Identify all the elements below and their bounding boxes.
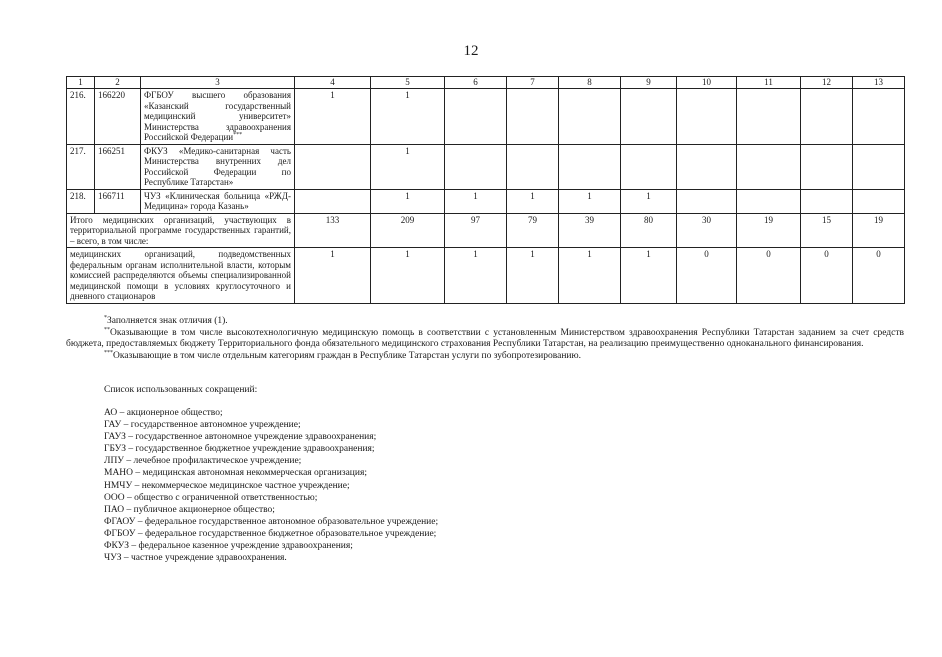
table-cell: 209 [371, 213, 445, 248]
table-cell [853, 144, 905, 189]
table-cell: 0 [853, 248, 905, 304]
column-header-row [67, 77, 905, 89]
table-cell: 1 [295, 89, 371, 145]
table-cell [677, 189, 737, 213]
table-cell: 0 [801, 248, 853, 304]
column-header: 1 [67, 77, 95, 89]
subtotal-row [67, 248, 905, 304]
table-cell: 15 [801, 213, 853, 248]
organization-name: ФКУЗ «Медико-санитарная часть Министерства внутренних дел Российской Федерации по Республике Татарстан» [141, 144, 295, 189]
organization-name: ЧУЗ «Клиническая больница «РЖД-Медицина» города Казань» [141, 189, 295, 213]
table-cell: 0 [737, 248, 801, 304]
footnote-mark: ** [104, 326, 110, 333]
table-cell [737, 189, 801, 213]
table-cell [737, 144, 801, 189]
list-item: ГАУЗ – государственное автономное учреждение здравоохранения; [104, 432, 377, 443]
list-item: ЧУЗ – частное учреждение здравоохранения. [104, 553, 287, 564]
medical-organizations-table [66, 76, 905, 304]
column-header: 8 [559, 77, 621, 89]
list-item: ГАУ – государственное автономное учреждение; [104, 420, 301, 431]
footnote-3: ***Оказывающие в том числе отдельным категориям граждан в Республике Татарстан услуги по зубопротезированию. [104, 349, 581, 361]
table-cell: 1 [507, 248, 559, 304]
table-cell [507, 89, 559, 145]
table-cell [801, 144, 853, 189]
row-code: 166251 [95, 144, 141, 189]
column-header: 13 [853, 77, 905, 89]
row-number: 217. [67, 144, 95, 189]
table-cell: 19 [737, 213, 801, 248]
column-header: 11 [737, 77, 801, 89]
table-cell: 1 [621, 189, 677, 213]
row-code: 166711 [95, 189, 141, 213]
column-header: 10 [677, 77, 737, 89]
list-item: ФГАОУ – федеральное государственное автономное образовательное учреждение; [104, 516, 439, 527]
table-cell: 1 [371, 189, 445, 213]
table-cell [853, 189, 905, 213]
column-header: 5 [371, 77, 445, 89]
table-cell [445, 89, 507, 145]
table-cell [737, 89, 801, 145]
footnote-mark: *** [233, 132, 243, 138]
row-number: 216. [67, 89, 95, 145]
subtotal-row-label: медицинских организаций, подведомственных федеральным органам исполнительной власти, которым комиссией распределяются объемы специализированной медицинской помощи в условиях круглосуточного и дневного стационаров [67, 248, 295, 304]
table-cell: 1 [371, 248, 445, 304]
total-row-label: Итого медицинских организаций, участвующих в территориальной программе государственных гарантий, – всего, в том числе: [67, 213, 295, 248]
list-item: АО – акционерное общество; [104, 408, 223, 418]
table-row [67, 89, 905, 145]
table-cell [559, 89, 621, 145]
table-cell [677, 89, 737, 145]
table-cell [621, 89, 677, 145]
table-cell: 1 [559, 248, 621, 304]
table-cell [801, 89, 853, 145]
table-cell: 1 [621, 248, 677, 304]
table-cell: 19 [853, 213, 905, 248]
table-cell [853, 89, 905, 145]
list-item: ООО – общество с ограниченной ответственностью; [104, 492, 318, 503]
table-row [67, 189, 905, 213]
list-item: ГБУЗ – государственное бюджетное учреждение здравоохранения; [104, 444, 375, 455]
footnote-2: **Оказывающие в том числе высокотехнологичную медицинскую помощь в соответствии с установленным Министерством здравоохранения Республики Татарстан заданием за счет средств бюджета, предоставляемых бюджету Территориального фонда обязательного медицинского страхования Республики Татарстан, на реализацию преимущественно одноканального финансирования. [66, 326, 904, 350]
column-header: 2 [95, 77, 141, 89]
row-number: 218. [67, 189, 95, 213]
column-header: 12 [801, 77, 853, 89]
footnote-mark: * [104, 314, 107, 321]
table-cell: 79 [507, 213, 559, 248]
table-cell: 30 [677, 213, 737, 248]
table-cell [559, 144, 621, 189]
footnotes [66, 314, 904, 362]
table-cell [507, 144, 559, 189]
table-cell [445, 144, 507, 189]
table-cell: 1 [559, 189, 621, 213]
table-cell [295, 144, 371, 189]
table-cell [295, 189, 371, 213]
list-item: ПАО – публичное акционерное общество; [104, 504, 275, 515]
list-item: МАНО – медицинская автономная некоммерческая организация; [104, 468, 367, 479]
footnote-1: *Заполняется знак отличия (1). [104, 314, 228, 326]
row-code: 166220 [95, 89, 141, 145]
organization-name: ФГБОУ высшего образования «Казанский государственный медицинский университет» Министерства здравоохранения Российской Федерации*** [141, 89, 295, 145]
column-header: 3 [141, 77, 295, 89]
table-cell: 0 [677, 248, 737, 304]
list-item: НМЧУ – некоммерческое медицинское частное учреждение; [104, 480, 350, 491]
table-cell: 1 [445, 189, 507, 213]
list-item: ЛПУ – лечебное профилактическое учреждение; [104, 456, 302, 467]
table-cell: 80 [621, 213, 677, 248]
column-header: 4 [295, 77, 371, 89]
total-row [67, 213, 905, 248]
table-cell: 1 [445, 248, 507, 304]
table-cell [621, 144, 677, 189]
table-cell: 1 [371, 89, 445, 145]
table-cell: 1 [295, 248, 371, 304]
table-cell: 97 [445, 213, 507, 248]
list-item: ФГБОУ – федеральное государственное бюджетное образовательное учреждение; [104, 528, 437, 539]
table-cell [677, 144, 737, 189]
column-header: 9 [621, 77, 677, 89]
table-cell [801, 189, 853, 213]
table-cell: 1 [507, 189, 559, 213]
list-item: ФКУЗ – федеральное казенное учреждение здравоохранения; [104, 541, 353, 552]
page-number: 12 [463, 43, 479, 59]
abbreviations-title: Список использованных сокращений: [104, 385, 258, 395]
abbreviations-list [104, 407, 438, 564]
table-cell: 1 [371, 144, 445, 189]
column-header: 6 [445, 77, 507, 89]
footnote-mark: *** [104, 349, 113, 356]
table-row [67, 144, 905, 189]
table-cell: 39 [559, 213, 621, 248]
column-header: 7 [507, 77, 559, 89]
table-cell: 133 [295, 213, 371, 248]
